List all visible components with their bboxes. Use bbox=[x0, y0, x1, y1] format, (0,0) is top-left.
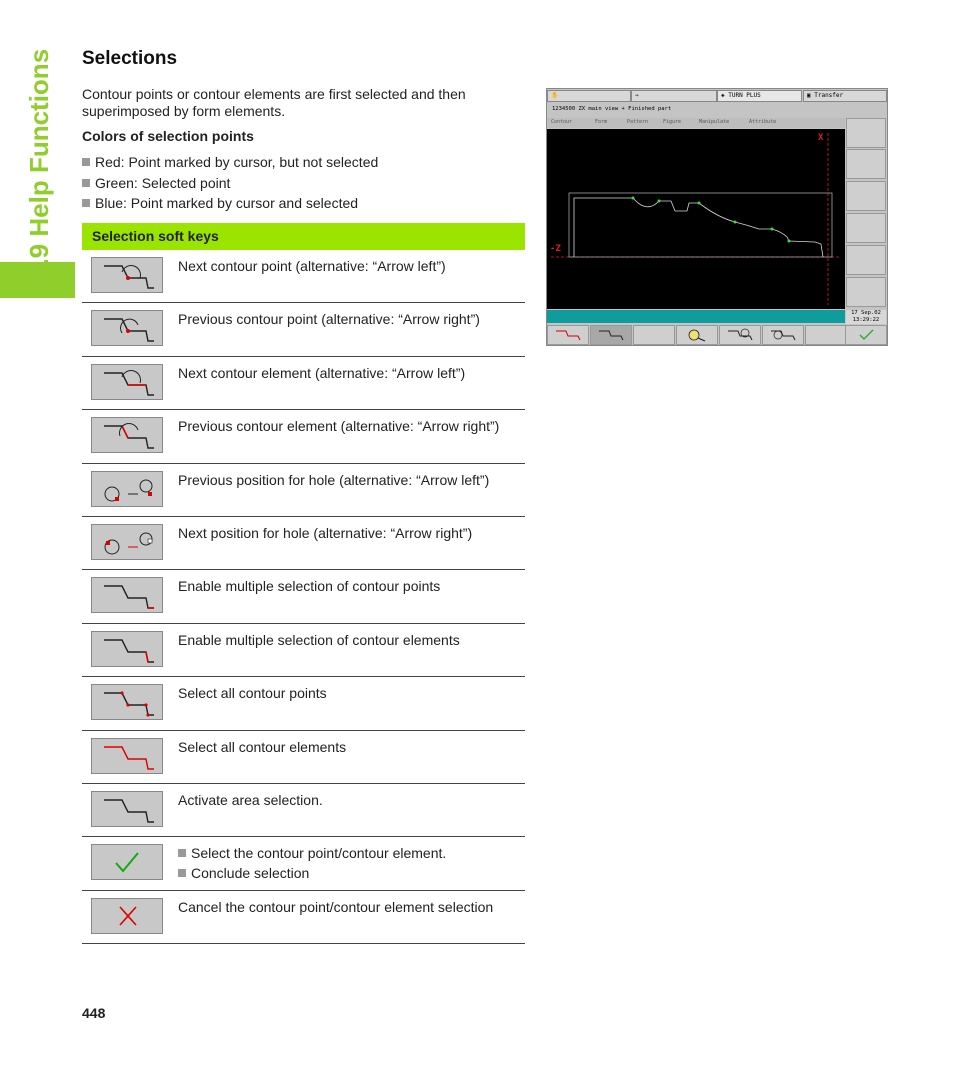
graphics-canvas[interactable] bbox=[547, 129, 845, 309]
soft-key-description: Next contour element (alternative: “Arrow left”) bbox=[178, 364, 466, 381]
list-item bbox=[178, 863, 523, 883]
list-item bbox=[178, 843, 523, 863]
softkey-empty[interactable] bbox=[633, 325, 675, 345]
date-text: 17 Sep.02 bbox=[851, 310, 881, 316]
soft-key-button[interactable] bbox=[91, 524, 163, 560]
table-row bbox=[82, 570, 525, 623]
multi-select-points-icon bbox=[92, 578, 164, 614]
status-bar bbox=[547, 310, 845, 323]
table-row bbox=[82, 731, 525, 784]
check-icon bbox=[92, 845, 164, 881]
soft-key-description: Select all contour points bbox=[178, 685, 327, 702]
list-item-text: Select the contour point/contour element. bbox=[191, 845, 447, 862]
chapter-side-tab bbox=[0, 0, 75, 1091]
soft-key-button[interactable] bbox=[91, 257, 163, 293]
soft-key-description: Enable multiple selection of contour points bbox=[178, 578, 441, 595]
time-text: 13:29:22 bbox=[852, 316, 880, 323]
vertical-softkey-3[interactable] bbox=[846, 181, 886, 211]
contour-path bbox=[574, 198, 823, 257]
side-tab-prefix: 6.9 bbox=[24, 236, 54, 280]
soft-key-button[interactable] bbox=[91, 898, 163, 934]
contour-icon bbox=[591, 326, 631, 344]
area-selection-icon bbox=[92, 792, 164, 828]
x-axis-label: X bbox=[818, 133, 824, 143]
soft-key-description: Next position for hole (alternative: “Arrow right”) bbox=[178, 524, 473, 541]
soft-key-button[interactable] bbox=[91, 684, 163, 720]
soft-key-button[interactable] bbox=[91, 791, 163, 827]
vertical-softkey-2[interactable] bbox=[846, 149, 886, 179]
tab-label: TURN PLUS bbox=[728, 92, 761, 99]
table-row bbox=[82, 677, 525, 730]
table-row bbox=[82, 784, 525, 837]
list-item-text: Conclude selection bbox=[191, 865, 310, 882]
hand-icon: ✋ bbox=[551, 92, 559, 99]
bullet-square-icon bbox=[178, 849, 186, 857]
table-header: Selection soft keys bbox=[82, 223, 525, 250]
list-item bbox=[82, 175, 378, 196]
page-number: 448 bbox=[82, 1005, 106, 1021]
bullet-square-icon bbox=[82, 199, 90, 207]
colors-heading: Colors of selection points bbox=[82, 128, 254, 144]
softkey-empty-2[interactable] bbox=[805, 325, 847, 345]
tab-turn-plus[interactable] bbox=[717, 90, 802, 102]
screenshot-tab-bar bbox=[547, 89, 887, 103]
next-contour-element-icon bbox=[92, 365, 164, 401]
intro-text: Contour points or contour elements are first selected and then superimposed by form elements. bbox=[82, 86, 466, 119]
arrow-right-icon: ⇒ bbox=[635, 92, 639, 99]
list-item bbox=[82, 154, 378, 175]
list-item-text: Green: Selected point bbox=[95, 174, 231, 191]
vertical-softkey-1[interactable] bbox=[846, 118, 886, 148]
blank-outline bbox=[569, 193, 832, 257]
screenshot-menu-bar bbox=[547, 118, 845, 128]
tab-transfer[interactable] bbox=[803, 90, 887, 102]
soft-key-button[interactable] bbox=[91, 738, 163, 774]
soft-key-button[interactable] bbox=[91, 310, 163, 346]
table-row bbox=[82, 624, 525, 677]
soft-key-description: Next contour point (alternative: “Arrow left”) bbox=[178, 258, 446, 274]
table-row bbox=[82, 517, 525, 570]
soft-key-button[interactable] bbox=[91, 844, 163, 880]
vertical-softkey-4[interactable] bbox=[846, 213, 886, 243]
soft-key-description: Previous contour point (alternative: “Arrow right”) bbox=[178, 311, 480, 328]
soft-key-description: Previous contour element (alternative: “Arrow right”) bbox=[178, 418, 500, 435]
soft-key-description: Select all contour elements bbox=[178, 738, 347, 755]
list-item-text: Red: Point marked by cursor, but not selected bbox=[95, 154, 379, 170]
previous-contour-element-icon bbox=[92, 418, 164, 454]
menu-item-figure[interactable]: Figure bbox=[663, 119, 682, 125]
disk-icon: ▣ bbox=[807, 92, 815, 99]
turn-icon: ◈ bbox=[721, 92, 729, 99]
bullet-square-icon bbox=[82, 158, 90, 166]
softkey-contour[interactable] bbox=[590, 325, 632, 345]
date-time bbox=[846, 310, 886, 324]
menu-item-manipulate[interactable]: Manipulate bbox=[699, 119, 730, 125]
soft-key-description: Activate area selection. bbox=[178, 791, 323, 808]
list-item bbox=[82, 195, 378, 216]
menu-item-pattern[interactable]: Pattern bbox=[627, 119, 649, 125]
list-item-text: Blue: Point marked by cursor and selected bbox=[95, 195, 359, 211]
contour-arrow-icon bbox=[720, 326, 760, 344]
soft-key-description bbox=[178, 843, 523, 883]
select-all-points-icon bbox=[92, 685, 164, 721]
table-row bbox=[82, 250, 525, 303]
side-tab-title bbox=[24, 49, 55, 280]
menu-item-form[interactable]: Form bbox=[595, 119, 608, 125]
magnifier-icon bbox=[677, 326, 717, 344]
soft-key-description: Previous position for hole (alternative: “Arrow left”) bbox=[178, 471, 490, 488]
multi-select-elements-icon bbox=[92, 632, 164, 668]
soft-keys-table bbox=[82, 223, 525, 944]
soft-key-button[interactable] bbox=[91, 364, 163, 400]
tab-hand[interactable] bbox=[547, 90, 631, 102]
table-row bbox=[82, 891, 525, 944]
menu-item-contour[interactable]: Contour bbox=[551, 119, 573, 125]
table-row bbox=[82, 410, 525, 463]
soft-key-button[interactable] bbox=[91, 577, 163, 613]
check-icon bbox=[846, 326, 886, 344]
softkey-zoom[interactable] bbox=[676, 325, 718, 345]
soft-key-button[interactable] bbox=[91, 631, 163, 667]
side-tab-label: Help Functions bbox=[24, 48, 54, 237]
softkey-confirm[interactable] bbox=[845, 325, 887, 345]
next-contour-point-icon bbox=[92, 258, 164, 294]
soft-key-button[interactable] bbox=[91, 417, 163, 453]
colors-list bbox=[82, 154, 378, 216]
view-info: 1234500 ZX main view + Finished part bbox=[552, 106, 672, 112]
previous-contour-point-icon bbox=[92, 311, 164, 347]
soft-key-button[interactable] bbox=[91, 471, 163, 507]
bullet-square-icon bbox=[82, 179, 90, 187]
tab-label: Transfer bbox=[814, 92, 844, 99]
menu-item-attribute[interactable]: Attribute bbox=[749, 119, 777, 125]
softkey-contour-red[interactable] bbox=[547, 325, 589, 345]
bullet-square-icon bbox=[178, 869, 186, 877]
table-row bbox=[82, 837, 525, 890]
soft-key-description: Enable multiple selection of contour elements bbox=[178, 631, 460, 648]
softkey-next-element[interactable] bbox=[719, 325, 761, 345]
contour-arrow-back-icon bbox=[763, 326, 803, 344]
control-screenshot bbox=[546, 88, 888, 346]
softkey-prev-element[interactable] bbox=[762, 325, 804, 345]
soft-key-description: Cancel the contour point/contour element selection bbox=[178, 898, 494, 915]
previous-hole-position-icon bbox=[92, 472, 164, 508]
vertical-softkey-6[interactable] bbox=[846, 277, 886, 307]
table-row bbox=[82, 303, 525, 356]
selected-points bbox=[632, 197, 791, 243]
tab-program[interactable] bbox=[631, 90, 717, 102]
table-row bbox=[82, 464, 525, 517]
table-row bbox=[82, 357, 525, 410]
select-all-elements-icon bbox=[92, 739, 164, 775]
page-title: Selections bbox=[82, 48, 178, 69]
vertical-softkey-5[interactable] bbox=[846, 245, 886, 275]
cancel-x-icon bbox=[92, 899, 164, 935]
next-hole-position-icon bbox=[92, 525, 164, 561]
z-axis-label: -Z bbox=[550, 244, 561, 254]
contour-red-icon bbox=[548, 326, 588, 344]
